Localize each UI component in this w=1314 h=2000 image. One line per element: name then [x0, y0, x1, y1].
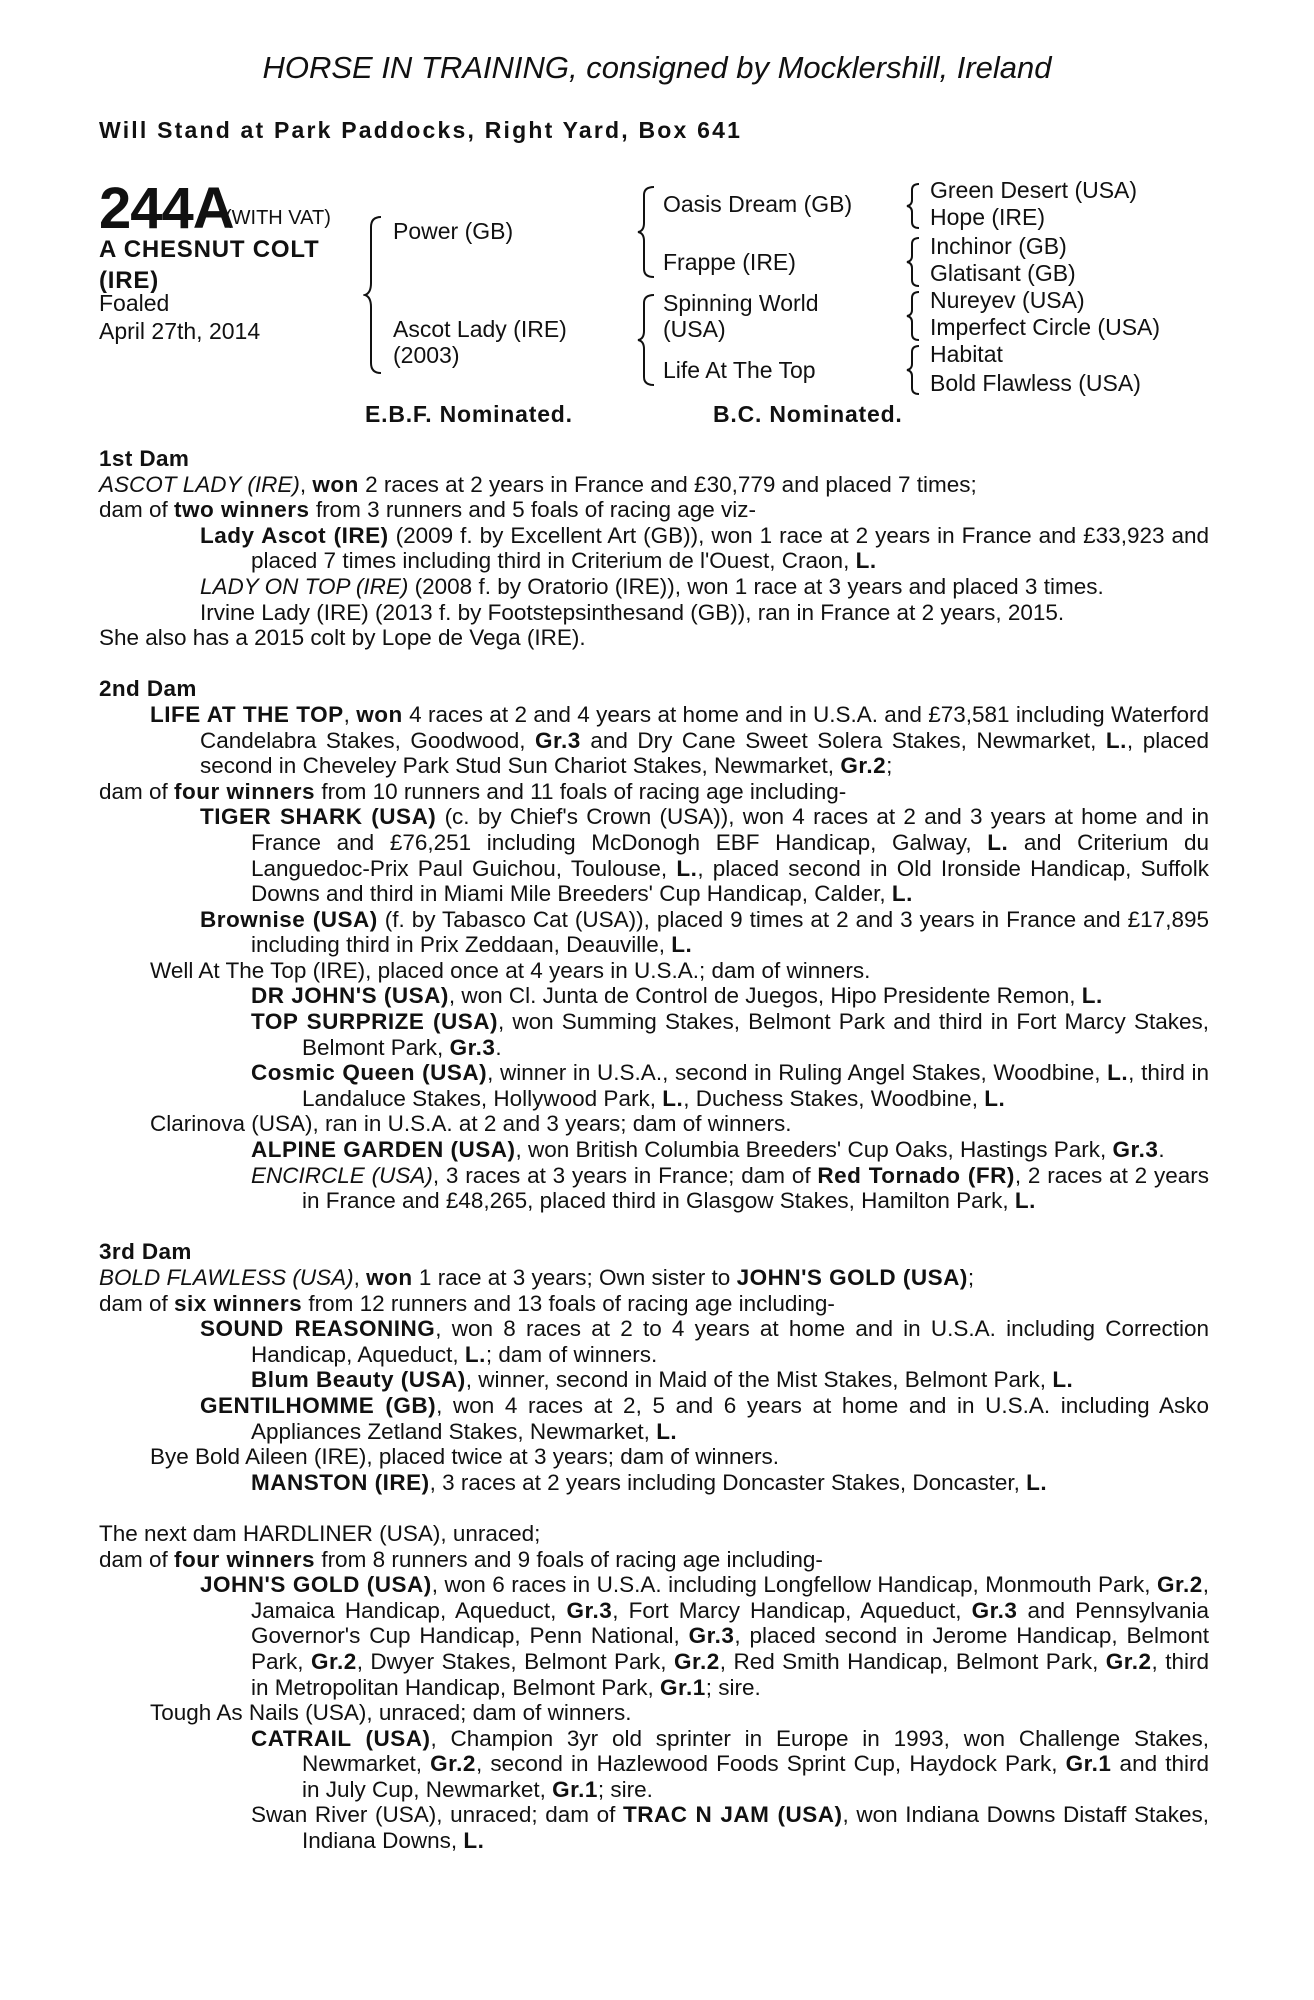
vat-note: (WITH VAT)	[225, 207, 331, 229]
pedigree-brace-g4	[905, 344, 923, 396]
ebf-nominated: E.B.F. Nominated.	[365, 401, 573, 427]
horse-description	[99, 234, 320, 296]
dam2-produce-2: Brownise (USA) (f. by Tabasco Cat (USA)), placed 9 times at 2 and 3 years in France and £17,895 including third in Prix Zeddaan, Deauville, L.	[200, 906, 1209, 958]
section-heading-1st-dam: 1st Dam	[99, 446, 190, 471]
nextdam-produce-1: JOHN'S GOLD (USA), won 6 races in U.S.A. including Longfellow Handicap, Monmouth Park, Gr.2, Jamaica Handicap, Aqueduct, Gr.3, Fort Marcy Handicap, Aqueduct, Gr.3 and Pennsylvania Governor's Cup Handicap, Penn National, Gr.3, placed second in Jerome Handicap, Belmont Park, Gr.2, Dwyer Stakes, Belmont Park, Gr.2, Red Smith Handicap, Belmont Park, Gr.2, third in Metropolitan Handicap, Belmont Park, Gr.1; sire.	[200, 1572, 1209, 1700]
pedigree-brace-main	[363, 215, 387, 375]
section-heading-2nd-dam: 2nd Dam	[99, 676, 197, 702]
stand-location: Will Stand at Park Paddocks, Right Yard, Box 641	[99, 117, 743, 143]
dam1-line2: dam of two winners from 3 runners and 5 foals of racing age viz-	[99, 497, 757, 523]
pedigree-g2: Frappe (IRE)	[663, 249, 796, 275]
pedigree-brace-g2	[905, 236, 923, 288]
dam2-grandproduce-2: TOP SURPRIZE (USA), won Summing Stakes, Belmont Park and third in Fort Marcy Stakes, Belmont Park, Gr.3.	[251, 1009, 1209, 1060]
dam2-grandproduce-1: DR JOHN'S (USA), won Cl. Junta de Control de Juegos, Hipo Presidente Remon, L.	[251, 983, 1103, 1009]
nextdam-line2: dam of four winners from 8 runners and 9 foals of racing age including-	[99, 1546, 823, 1572]
dam1-produce-2: LADY ON TOP (IRE) (2008 f. by Oratorio (IRE)), won 1 race at 3 years and placed 3 times.	[200, 573, 1104, 599]
pedigree-gg6: Imperfect Circle (USA)	[930, 314, 1161, 340]
section-heading-3rd-dam: 3rd Dam	[99, 1239, 192, 1265]
foaled-date: April 27th, 2014	[99, 318, 261, 344]
pedigree-g3-name: Spinning World	[663, 290, 819, 316]
colt-line-2: (IRE)	[99, 267, 159, 294]
section-spacer	[99, 1495, 1209, 1521]
pedigree-sire: Power (GB)	[393, 218, 514, 244]
dam3-line2: dam of six winners from 12 runners and 13 foals of racing age including-	[99, 1290, 835, 1316]
dam3-grandproduce-2: MANSTON (IRE), 3 races at 2 years including Doncaster Stakes, Doncaster, L.	[251, 1469, 1048, 1495]
dam3-produce-2: GENTILHOMME (GB), won 4 races at 2, 5 and 6 years at home and in U.S.A. including Asko Appliances Zetland Stakes, Newmarket, L.	[200, 1392, 1209, 1444]
pedigree-brace-g3	[905, 290, 923, 342]
dam3-produce-3: Bye Bold Aileen (IRE), placed twice at 3 years; dam of winners.	[150, 1444, 780, 1470]
pedigree-brace-g1	[905, 182, 923, 230]
dam2-produce-4: Clarinova (USA), ran in U.S.A. at 2 and 3 years; dam of winners.	[150, 1111, 792, 1137]
pedigree-brace-dam	[636, 293, 660, 387]
dam2-produce-1: TIGER SHARK (USA) (c. by Chief's Crown (USA)), won 4 races at 2 and 3 years at home and in France and £76,251 including McDonogh EBF Handicap, Galway, L. and Criterium du Languedoc-Prix Paul Guichou, Toulouse, L., placed second in Old Ironside Handicap, Suffolk Downs and third in Miami Mile Breeders' Cup Handicap, Calder, L.	[200, 804, 1210, 907]
dam1-produce-3: Irvine Lady (IRE) (2013 f. by Footstepsinthesand (GB)), ran in France at 2 years, 2015.	[200, 599, 1065, 625]
pedigree-dam-year: (2003)	[393, 342, 460, 368]
pedigree-g1: Oasis Dream (GB)	[663, 191, 853, 217]
dam2-produce-3: Well At The Top (IRE), placed once at 4 years in U.S.A.; dam of winners.	[150, 957, 871, 983]
pedigree-gg2: Hope (IRE)	[930, 204, 1046, 230]
dam3-grandproduce-1: Blum Beauty (USA), winner, second in Maid of the Mist Stakes, Belmont Park, L.	[251, 1367, 1074, 1393]
pedigree-g3-country: (USA)	[663, 316, 726, 342]
dam2-line2: dam of four winners from 10 runners and 11 foals of racing age including-	[99, 778, 847, 804]
pedigree-gg4: Glatisant (GB)	[930, 260, 1076, 286]
dam3-line1: BOLD FLAWLESS (USA), won 1 race at 3 years; Own sister to JOHN'S GOLD (USA);	[99, 1265, 975, 1290]
pedigree-gg5: Nureyev (USA)	[930, 287, 1085, 313]
pedigree-dam-name: Ascot Lady (IRE)	[393, 316, 567, 342]
foaled-label: Foaled	[99, 290, 170, 316]
lot-number: 244A	[99, 176, 234, 241]
foaled-info	[99, 289, 260, 345]
pedigree-notes	[99, 446, 1209, 1854]
nextdam-grandproduce-1: CATRAIL (USA), Champion 3yr old sprinter in Europe in 1993, won Challenge Stakes, Newmarket, Gr.2, second in Hazlewood Foods Sprint Cup, Haydock Park, Gr.1 and third in July Cup, Newmarket, Gr.1; sire.	[251, 1725, 1210, 1802]
dam2-grandproduce-3: Cosmic Queen (USA), winner in U.S.A., second in Ruling Angel Stakes, Woodbine, L., third in Landaluce Stakes, Hollywood Park, L., Duchess Stakes, Woodbine, L.	[251, 1060, 1209, 1111]
pedigree-gg7: Habitat	[930, 341, 1003, 367]
nextdam-produce-2: Tough As Nails (USA), unraced; dam of winners.	[150, 1700, 632, 1726]
bc-nominated: B.C. Nominated.	[713, 401, 903, 427]
pedigree-brace-sire	[636, 185, 660, 279]
pedigree-gg3: Inchinor (GB)	[930, 233, 1067, 259]
dam1-produce-4: She also has a 2015 colt by Lope de Vega (IRE).	[99, 625, 586, 651]
dam2-grandproduce-5: ENCIRCLE (USA), 3 races at 3 years in France; dam of Red Tornado (FR), 2 races at 2 years in France and £48,265, placed third in Glasgow Stakes, Hamilton Park, L.	[251, 1162, 1209, 1214]
page-title: HORSE IN TRAINING, consigned by Mocklershill, Ireland	[262, 50, 1052, 85]
pedigree-dam	[393, 316, 567, 368]
dam1-produce-1: Lady Ascot (IRE) (2009 f. by Excellent Art (GB)), won 1 race at 2 years in France and £33,923 and placed 7 times including third in Criterium de l'Ouest, Craon, L.	[200, 522, 1210, 574]
pedigree-gg1: Green Desert (USA)	[930, 177, 1138, 203]
dam2-grandproduce-4: ALPINE GARDEN (USA), won British Columbia Breeders' Cup Oaks, Hastings Park, Gr.3.	[251, 1137, 1165, 1163]
nextdam-grandproduce-2: Swan River (USA), unraced; dam of TRAC N JAM (USA), won Indiana Downs Distaff Stakes, Indiana Downs, L.	[251, 1802, 1209, 1854]
colt-line-1: A CHESNUT COLT	[99, 236, 320, 263]
pedigree-g3	[663, 290, 819, 342]
nextdam-line1: The next dam HARDLINER (USA), unraced;	[99, 1520, 541, 1546]
dam3-produce-1: SOUND REASONING, won 8 races at 2 to 4 years at home and in U.S.A. including Correction Handicap, Aqueduct, L.; dam of winners.	[200, 1316, 1209, 1367]
dam1-line1: ASCOT LADY (IRE), won 2 races at 2 years in France and £30,779 and placed 7 times;	[99, 471, 977, 497]
dam2-line1: LIFE AT THE TOP, won 4 races at 2 and 4 years at home and in U.S.A. and £73,581 including Waterford Candelabra Stakes, Goodwood, Gr.3 and Dry Cane Sweet Solera Stakes, Newmarket, L., placed second in Cheveley Park Stud Sun Chariot Stakes, Newmarket, Gr.2;	[150, 701, 1209, 779]
pedigree-gg8: Bold Flawless (USA)	[930, 370, 1141, 396]
pedigree-g4: Life At The Top	[663, 357, 816, 383]
